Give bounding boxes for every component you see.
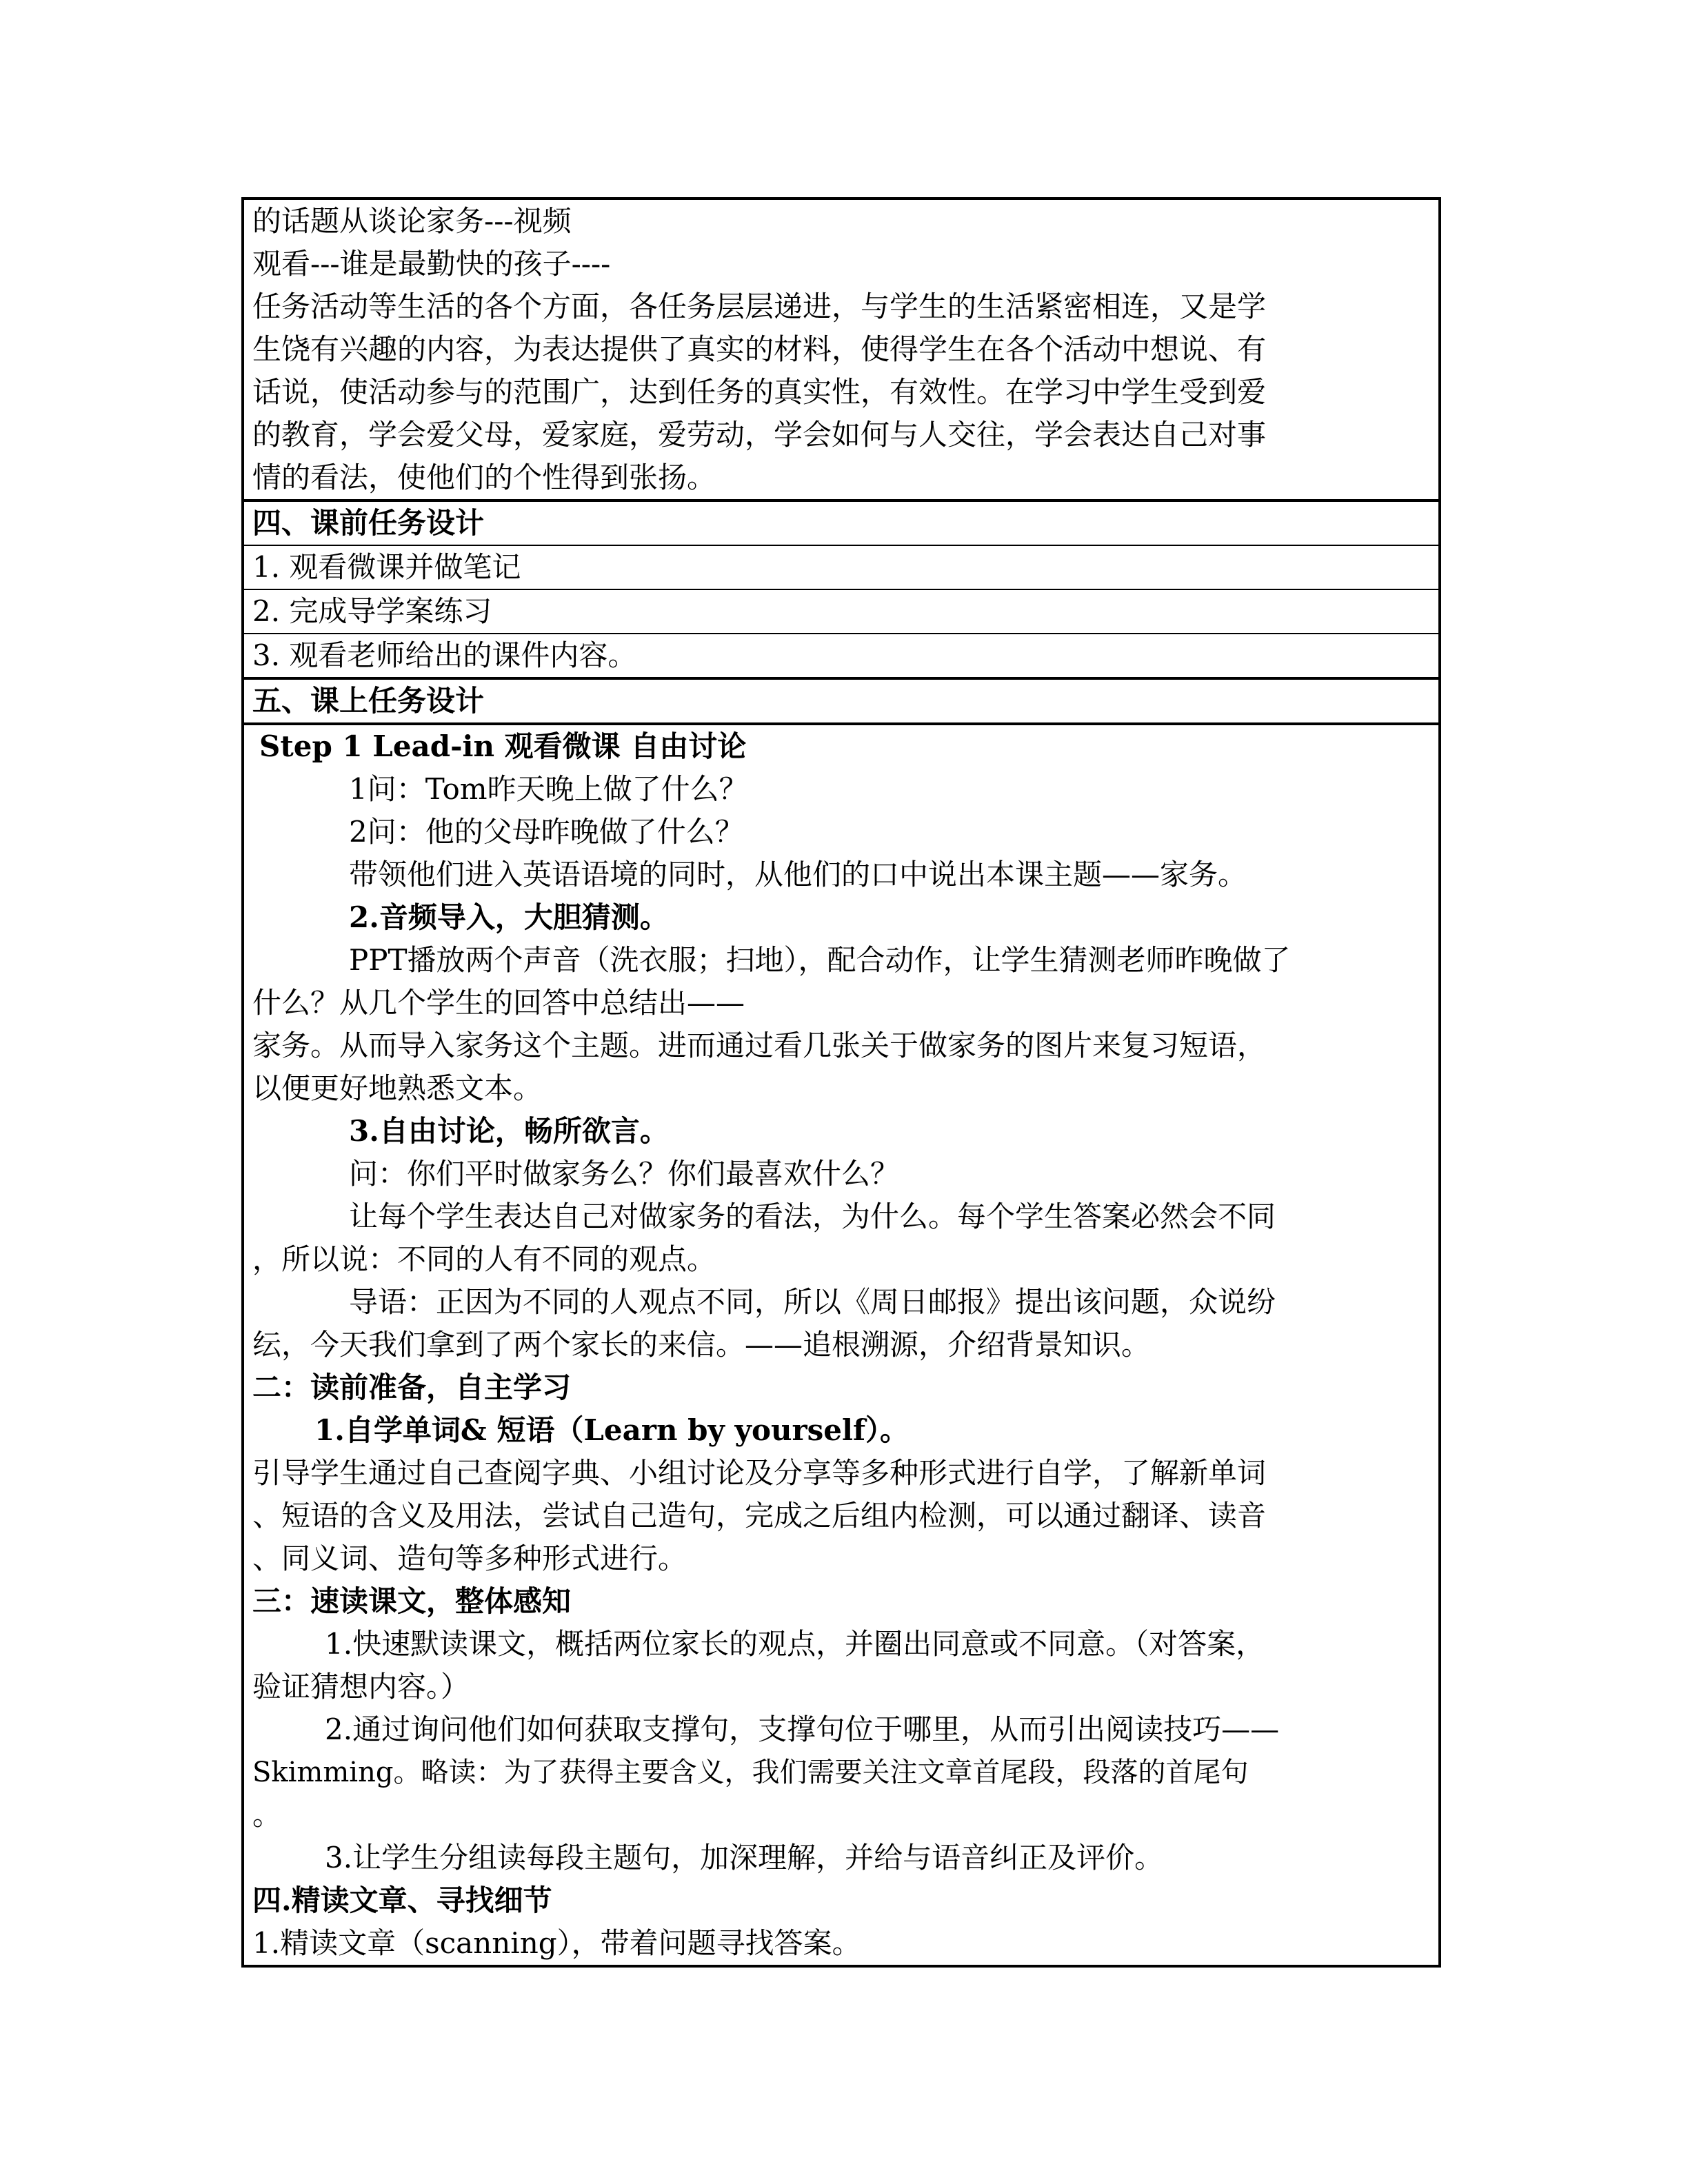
text-line: ，所以说：不同的人有不同的观点。	[252, 1242, 716, 1276]
text-line: 家务。从而导入家务这个主题。进而通过看几张关于做家务的图片来复习短语，	[252, 1029, 1267, 1062]
question-2: 2问：他的父母昨晚做了什么？	[349, 815, 744, 849]
section4-item-row	[243, 634, 1440, 678]
section4-heading: 四、课前任务设计	[243, 501, 1440, 545]
lead-text: 带领他们进入英语语境的同时，从他们的口中说出本课主题——家务。	[349, 858, 1247, 891]
step1-title: Step 1 Lead-in 观看微课 自由讨论	[259, 729, 747, 763]
text-line: 1.精读文章（scanning），带着问题寻找答案。	[252, 1926, 861, 1960]
section4-item-2: 2. 完成导学案练习	[243, 589, 1440, 634]
text-line: 任务活动等生活的各个方面，各任务层层递进，与学生的生活紧密相连，又是学	[252, 290, 1267, 323]
section5-heading: 五、课上任务设计	[243, 678, 1440, 724]
text-line: 观看---谁是最勤快的孩子----	[252, 247, 611, 281]
text-line: 1.快速默读课文，概括两位家长的观点，并圈出同意或不同意。（对答案，	[325, 1627, 1265, 1661]
text-line: PPT播放两个声音（洗衣服；扫地），配合动作，让学生猜测老师昨晚做了	[349, 943, 1291, 977]
part2-sub: 1.自学单词& 短语（Learn by yourself）。	[314, 1413, 910, 1447]
text-line: 生饶有兴趣的内容，为表达提供了真实的材料，使得学生在各个活动中想说、有	[252, 332, 1267, 366]
sub3-title: 3.自由讨论，畅所欲言。	[349, 1114, 669, 1148]
lesson-plan-table	[241, 197, 1441, 1968]
text-line: 的话题从谈论家务---视频	[252, 204, 572, 238]
part3-title: 三：速读课文，整体感知	[252, 1584, 572, 1618]
text-line: 什么？从几个学生的回答中总结出——	[252, 986, 745, 1020]
text-line: 情的看法，使他们的个性得到张扬。	[252, 461, 716, 494]
text-line: 问：你们平时做家务么？你们最喜欢什么？	[349, 1157, 900, 1191]
section4-item-row	[243, 589, 1440, 634]
section4-item-row	[243, 545, 1440, 589]
text-line: Skimming。略读：为了获得主要含义，我们需要关注文章首尾段，段落的首尾句	[252, 1757, 1249, 1788]
section3-row	[243, 199, 1440, 501]
text-line: 验证猜想内容。）	[252, 1670, 470, 1703]
text-line: 2.通过询问他们如何获取支撑句，支撑句位于哪里，从而引出阅读技巧——	[325, 1712, 1280, 1746]
text-line: 导语：正因为不同的人观点不同，所以《周日邮报》提出该问题，众说纷	[349, 1285, 1276, 1319]
text-line: 3.让学生分组读每段主题句，加深理解，并给与语音纠正及评价。	[325, 1841, 1164, 1874]
question-1: 1问：Tom昨天晚上做了什么？	[349, 772, 748, 806]
section4-item-3: 3. 观看老师给出的课件内容。	[243, 634, 1440, 678]
text-line: 、短语的含义及用法，尝试自己造句，完成之后组内检测，可以通过翻译、读音	[252, 1499, 1267, 1533]
text-line: 的教育，学会爱父母，爱家庭，爱劳动，学会如何与人交往，学会表达自己对事	[252, 418, 1267, 452]
section5-body-row	[243, 724, 1440, 1966]
text-line: 以便更好地熟悉文本。	[252, 1071, 543, 1105]
section3-cell	[243, 199, 1440, 501]
section5-body	[243, 724, 1440, 1966]
text-line: 。	[252, 1798, 282, 1832]
text-line: 纭，今天我们拿到了两个家长的来信。——追根溯源，介绍背景知识。	[252, 1328, 1151, 1362]
sub2-title: 2.音频导入，大胆猜测。	[349, 900, 669, 934]
part2-title: 二：读前准备，自主学习	[252, 1371, 572, 1404]
section4-item-1: 1. 观看微课并做笔记	[243, 545, 1440, 589]
text-line: 话说，使活动参与的范围广，达到任务的真实性，有效性。在学习中学生受到爱	[252, 375, 1267, 409]
section5-heading-row	[243, 678, 1440, 724]
text-line: 、同义词、造句等多种形式进行。	[252, 1541, 687, 1575]
text-line: 让每个学生表达自己对做家务的看法，为什么。每个学生答案必然会不同	[349, 1200, 1276, 1233]
section4-heading-row	[243, 501, 1440, 545]
text-line: 引导学生通过自己查阅字典、小组讨论及分享等多种形式进行自学，了解新单词	[252, 1456, 1267, 1490]
part4-title: 四.精读文章、寻找细节	[252, 1883, 552, 1917]
